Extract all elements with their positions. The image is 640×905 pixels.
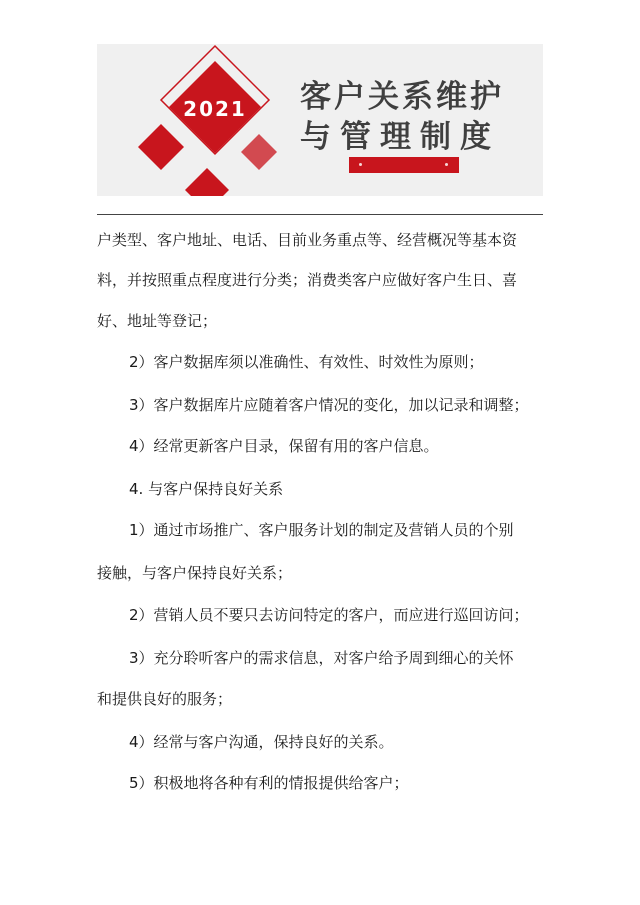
diamond-small-right <box>241 134 277 170</box>
title-line-2: 与管理制度 <box>300 119 500 155</box>
list-item: 2）客户数据库须以准确性、有效性、时效性为原则； <box>129 353 484 371</box>
list-item: 1）通过市场推广、客户服务计划的制定及营销人员的个别 <box>129 521 514 539</box>
section-heading: 4. 与客户保持良好关系 <box>129 480 284 498</box>
horizontal-rule <box>97 214 543 215</box>
title-line-1: 客户关系维护 <box>300 79 504 115</box>
header-banner <box>97 44 543 196</box>
list-item: 3）客户数据库片应随着客户情况的变化，加以记录和调整； <box>129 396 529 414</box>
list-item: 4）经常与客户沟通，保持良好的关系。 <box>129 733 394 751</box>
paragraph-line: 户类型、客户地址、电话、目前业务重点等、经营概况等基本资 <box>97 231 518 249</box>
paragraph-line: 好、地址等登记； <box>97 312 218 330</box>
accent-dot-right <box>445 163 448 166</box>
paragraph-line: 料，并按照重点程度进行分类；消费类客户应做好客户生日、喜 <box>97 271 518 289</box>
list-item: 4）经常更新客户目录，保留有用的客户信息。 <box>129 437 439 455</box>
diamond-bottom <box>185 168 229 196</box>
accent-bar <box>349 157 459 173</box>
diamond-small-left <box>138 124 184 170</box>
year-label: 2021 <box>183 97 247 121</box>
paragraph-line: 接触，与客户保持良好关系； <box>97 564 293 582</box>
list-item: 5）积极地将各种有利的情报提供给客户； <box>129 774 409 792</box>
paragraph-line: 和提供良好的服务； <box>97 690 233 708</box>
accent-dot-left <box>359 163 362 166</box>
list-item: 3）充分聆听客户的需求信息，对客户给予周到细心的关怀 <box>129 649 514 667</box>
list-item: 2）营销人员不要只去访问特定的客户，而应进行巡回访问； <box>129 606 529 624</box>
